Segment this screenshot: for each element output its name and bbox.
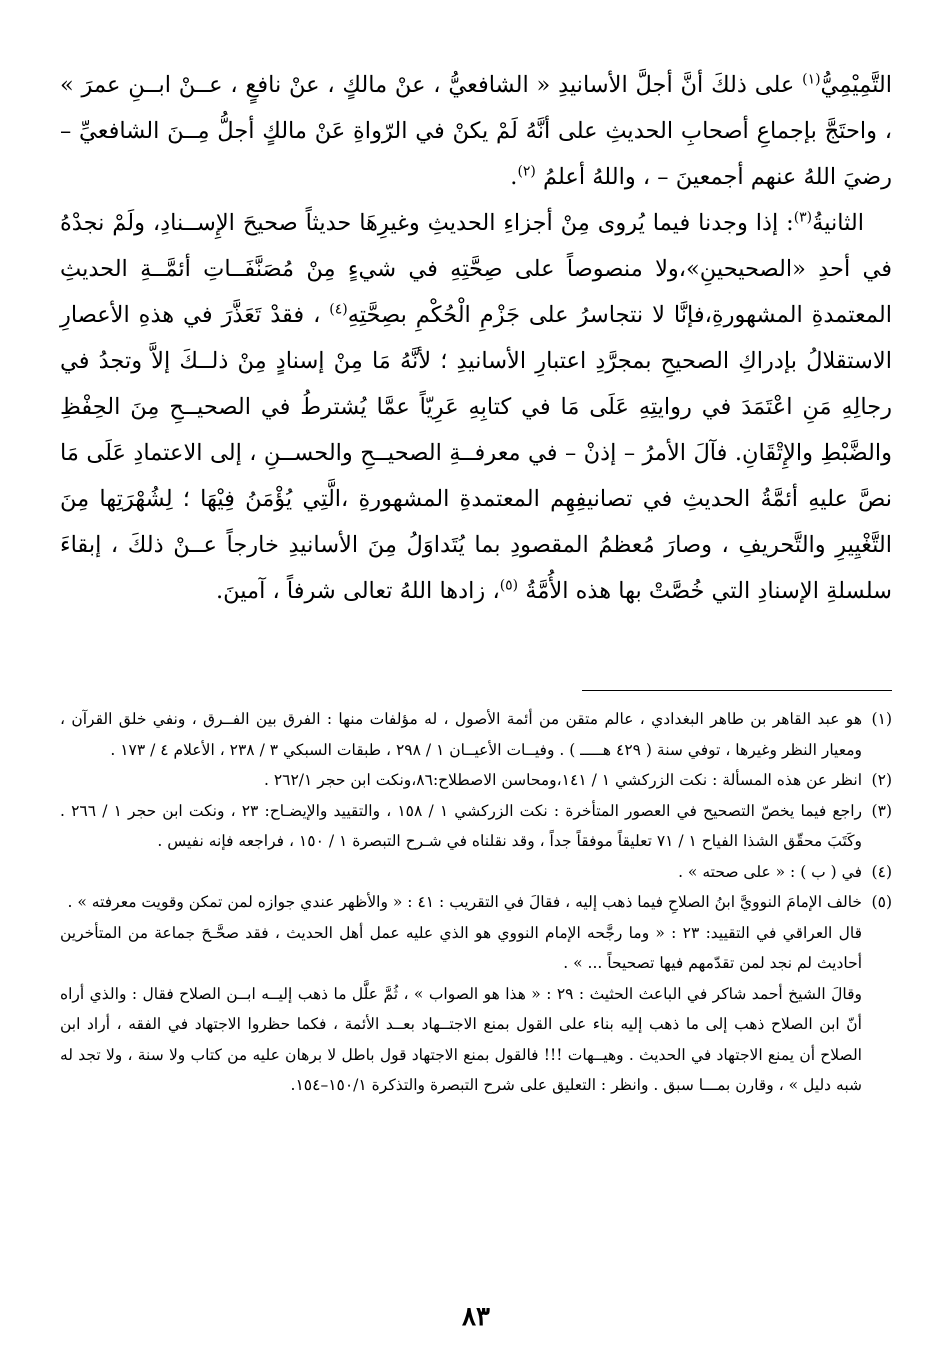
paragraph-1-body: على ذلكَ أنَّ أجلَّ الأسانيدِ « الشافعيُّ ، عنْ مالكٍ ، عنْ نافعٍ ، عــنْ ابــنِ عمرَ » ، واحتَجَّ بإجماعِ أصحابِ الحديثِ على أنَّهُ لَمْ يكنْ في الرّواةِ عَنْ مالكٍ أجلُّ مِــنَ الشافعيِّ – رضيَ اللهُ عنهم أجمعينَ – ، واللهُ أعلمُ <box>60 72 892 190</box>
footnote-ref-2: (٢) <box>517 163 536 180</box>
paragraph-1-end: . <box>510 164 518 190</box>
footnote-number: (٣) <box>871 801 892 820</box>
footnote-number: (٥) <box>871 893 892 911</box>
footnote-text: هو عبد القاهر بن طاهر البغدادي ، عالم متقن من أئمة الأصول ، له مؤلفات منها : الفرق بين الفــرق ، ونفي خلق القرآن ، ومعيار النظر وغيرها ، توفي سنة ( ٤٢٩ هـــــ ) . وفيــات الأعيــان ١ / ٢٩٨ ، طبقات السبكي ٣ / ٢٣٨ ، الأعلام ٤ / ١٧٣ . <box>60 710 862 759</box>
footnote-text: في ( ب ) : « على صحته » . <box>678 862 862 881</box>
footnote-text: وقالَ الشيخ أحمد شاكر في الباعث الحثيث : ٢٩ : « هذا هو الصواب » ، ثُمَّ علَّل ما ذهب إليــه ابــن الصلاح فقال : والذي أراه أنّ ابن الصلاح ذهب إلى ما ذهب إليه بناء على القول بمنع الاجتــهاد بعــد الأئمة ، فكما حظروا الاجتهاد في الفقه ، أراد ابن الصلاح أن يمنع الاجتهاد في الحديث . وهيــهات !!! فالقول بمنع الاجتهاد قول باطل لا برهان عليه من كتاب ولا سنة ، ولا تجد له شبه دليل » ، وقارن بمـــا سبق . وانظر : التعليق على شرح التبصرة والتذكرة ١٥٠/١–١٥٤. <box>60 984 862 1094</box>
footnote-text: انظر عن هذه المسألة : نكت الزركشي ١ / ١٤١،ومحاسن الاصطلاح:٨٦،ونكت ابن حجر ٢٦٢/١ . <box>263 771 862 789</box>
footnote-4 <box>60 857 892 888</box>
footnote-text: خالف الإمامَ النوويَّ ابنُ الصلاحِ فيما ذهب إليه ، فقالَ في التقريب : ٤١ : « والأظهر عندي جوازه لمن تمكن وقويت معرفته » . <box>67 893 862 911</box>
footnote-body <box>60 796 862 857</box>
footnote-1 <box>60 704 892 765</box>
footnote-body <box>60 765 862 796</box>
paragraph-2-body-b: ، فقدْ تَعَذَّرَ في هذهِ الأعصارِ الاستقلالُ بإدراكِ الصحيحِ بمجرَّدِ اعتبارِ الأسانيدِ ؛ لأنَّهُ مَا مِنْ إسنادٍ مِنْ ذلــكَ إلاَّ وتجدُ في رجالِهِ مَنِ اعْتَمَدَ في روايتِهِ عَلَى مَا في كتابِهِ عَرِيّاً عمَّا يُشترطُ في الصحيــحِ مِنَ الحِفْظِ والضَّبْطِ والإِتْقَانِ. فآلَ الأمرُ – إذنْ – في معرفــةِ الصحيــحِ والحســنِ ، إلى الاعتمادِ عَلَى مَا نصَّ عليهِ أئمَّةُ الحديثِ في تصانيفِهِم المعتمدةِ المشهورةِ ،الَّتِي يُؤْمَنُ فِيْهَا ؛ لِشُهْرَتِها مِنَ التَّغْيِيرِ والتَّحريفِ ، وصارَ مُعظمُ المقصودِ بما يُتَداوَلُ مِنَ الأسانيدِ خارجاً عــنْ ذلكَ ، إبقاءَ سلسلةِ الإسنادِ التي خُصَّتْ بها هذه الأُمَّةُ <box>60 302 892 604</box>
footnote-body <box>60 857 862 888</box>
footnote-ref-4: (٤) <box>329 301 348 318</box>
paragraph-2 <box>60 200 892 614</box>
paragraph-1-start: التَّمِيْمِيُّ <box>820 72 892 98</box>
paragraph-1 <box>60 62 892 200</box>
footnote-body <box>60 704 862 765</box>
footnote-divider <box>582 690 892 691</box>
footnote-2 <box>60 765 892 796</box>
footnote-text: قال العراقي في التقييد: ٢٣ : « وما رجَّحه الإمام النووي هو الذي عليه عمل أهل الحديث ، فقد صحَّـحَ جماعة من المتأخرين أحاديث لم نجد لمن تقدّمهم فيها تصحيحاً ... » . <box>60 923 863 972</box>
footnote-5 <box>60 887 892 1101</box>
footnote-text: راجع فيما يخصّ التصحيح في العصور المتأخرة : نكت الزركشي ١ / ١٥٨ ، والتقييد والإيضـاح: ٢٣ ، ونكت ابن حجر ١ / ٢٦٦ . وكَتَبَ محقّق الشذا الفياح ١ / ٧١ تعليقاً موفقاً جداً ، وقد نقلناه في شـرح التبصرة ١ / ١٥٠ ، فراجعه فإنه نفيس . <box>60 801 863 850</box>
footnote-number: (٢) <box>871 771 892 789</box>
book-page <box>60 62 892 1342</box>
page-number: ٨٣ <box>462 1302 490 1332</box>
paragraph-2-start: الثانيةُ <box>812 210 864 236</box>
footnote-ref-5: (٥) <box>499 577 519 594</box>
footnotes <box>60 704 892 1101</box>
footnote-number: (١) <box>871 710 892 728</box>
footnote-number: (٤) <box>871 862 892 881</box>
footnote-ref-1: (١) <box>802 71 821 88</box>
footnote-ref-3: (٣) <box>793 209 813 226</box>
footnote-body <box>60 887 862 1101</box>
footnote-3 <box>60 796 892 857</box>
paragraph-2-body-a: : إذا وجدنا فيما يُروى مِنْ أجزاءِ الحديثِ وغيرِهَا حديثاً صحيحَ الإِســنادِ، ولَمْ نجدْهُ في أحدِ «الصحيحينِ»،ولا منصوصاً على صِحَّتِهِ في شيءٍ مِنْ مُصَنَّفَــاتِ أئمَّــةِ الحديثِ المعتمدةِ المشهورةِ،فإنَّا لا نتجاسرُ على جَزْمِ الْحُكْمِ بصِحَّتِهِ <box>60 210 892 328</box>
main-text <box>60 62 892 614</box>
paragraph-2-end: ، زادها اللهُ تعالى شرفاً ، آمينَ. <box>215 578 500 604</box>
